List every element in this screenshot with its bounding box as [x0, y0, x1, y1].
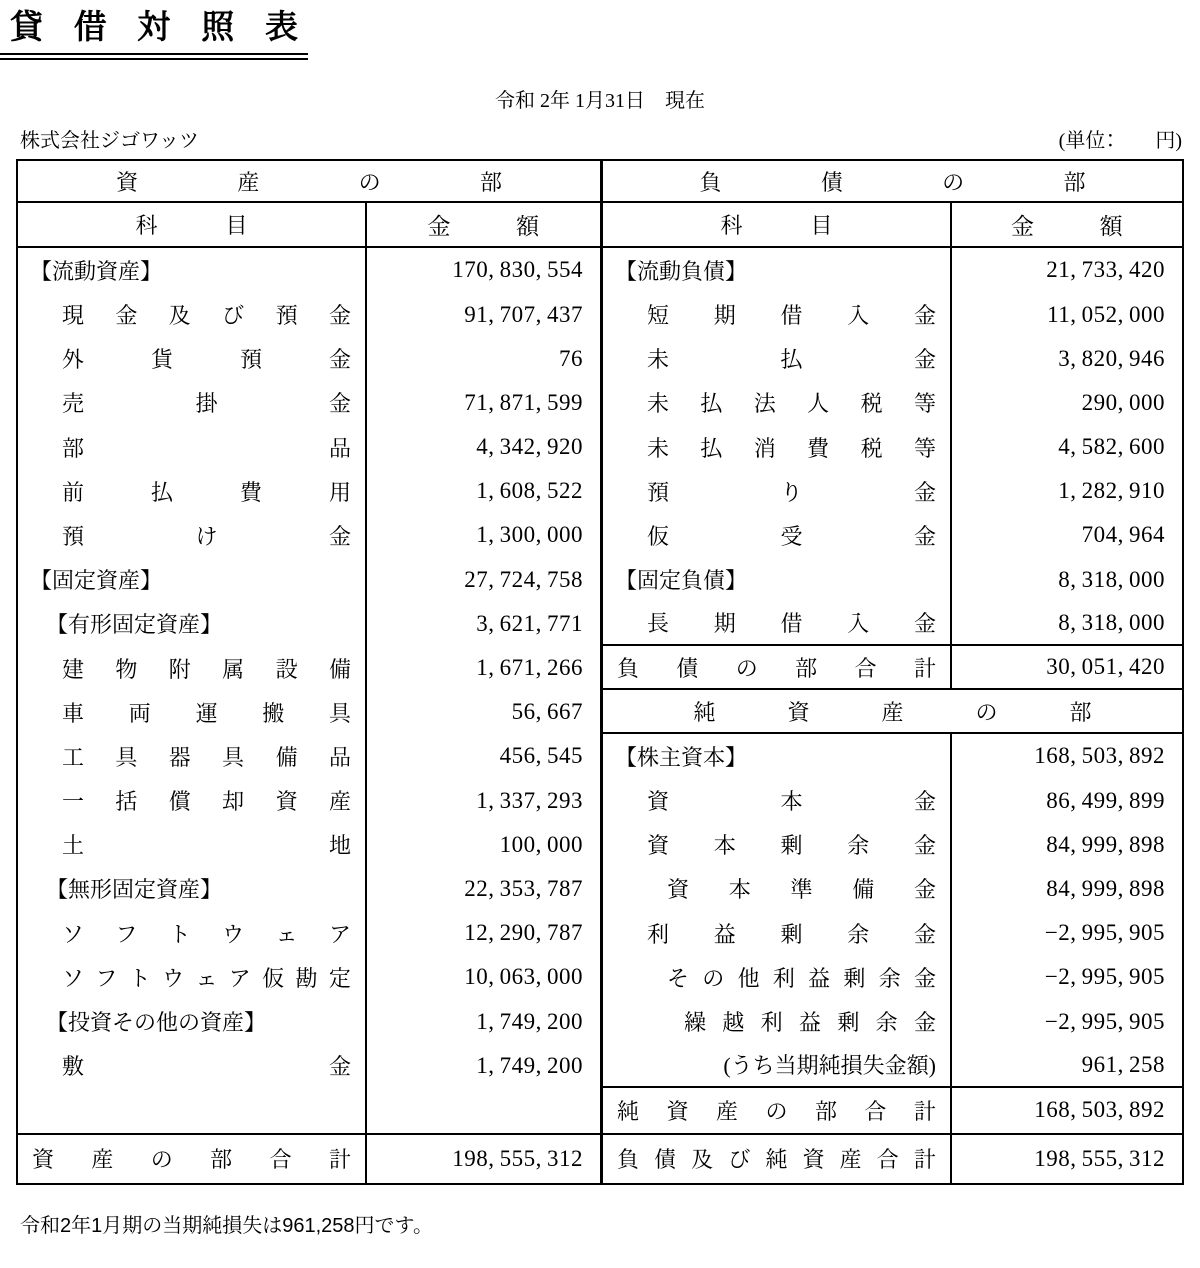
- total-value: 198, 555, 312: [365, 1135, 600, 1183]
- table-row: [18, 381, 600, 425]
- table-row: [18, 513, 600, 557]
- account-label: 未 払 法 人 税 等: [647, 391, 936, 417]
- account-label: 未 払 消 費 税 等: [647, 435, 936, 461]
- account-label: 【投資その他の資産】: [46, 1010, 267, 1036]
- account-label: 預 り 金: [647, 479, 936, 505]
- total-value: 198, 555, 312: [950, 1135, 1182, 1183]
- account-label: (うち当期純損失金額): [723, 1053, 936, 1079]
- table-row: [603, 602, 1182, 646]
- amount-value: 56, 667: [365, 690, 600, 734]
- table-row: [18, 999, 600, 1043]
- assets-column-header-row: [18, 203, 600, 248]
- account-label: 資 本 準 備 金: [667, 877, 936, 903]
- total-label: 負 債 の 部 合 計: [617, 655, 936, 681]
- net-assets-total-row: [603, 1088, 1182, 1135]
- table-row: [18, 779, 600, 823]
- amount-value: 290, 000: [950, 381, 1182, 425]
- table-row: [603, 248, 1182, 292]
- subject-column-header: 科 目: [720, 213, 833, 239]
- page-title: 貸 借 対 照 表: [0, 6, 308, 60]
- amount-value: −2, 995, 905: [950, 999, 1182, 1043]
- total-label: 純 資 産 の 部 合 計: [617, 1098, 936, 1124]
- net-assets-section-header: 純 資 産 の 部: [693, 699, 1092, 725]
- amount-value: 168, 503, 892: [950, 734, 1182, 778]
- account-label: 【流動資産】: [30, 258, 163, 284]
- amount-value: 86, 499, 899: [950, 779, 1182, 823]
- table-row: [18, 1044, 600, 1088]
- amount-value: 961, 258: [950, 1044, 1182, 1086]
- table-row: [18, 337, 600, 381]
- liabilities-column-header-row: [603, 203, 1182, 248]
- table-row: [603, 469, 1182, 513]
- table-row: [603, 999, 1182, 1043]
- total-label: 資 産 の 部 合 計: [32, 1147, 351, 1173]
- table-row: [18, 558, 600, 602]
- amount-value: 1, 749, 200: [365, 999, 600, 1043]
- grand-total-row: [603, 1135, 1182, 1183]
- assets-total-row: [18, 1135, 600, 1183]
- amount-value: 8, 318, 000: [950, 558, 1182, 602]
- report-date: 令和 2年 1月31日 現在: [495, 90, 705, 113]
- account-label: 【流動負債】: [615, 258, 748, 284]
- account-label: 外 貨 預 金: [62, 347, 351, 373]
- liabilities-section-header: 負 債 の 部: [699, 169, 1086, 195]
- table-row: [603, 337, 1182, 381]
- table-row: [603, 513, 1182, 557]
- footnote: 令和2年1月期の当期純損失は961,258円です。: [20, 1215, 433, 1238]
- table-row: [18, 955, 600, 999]
- table-row: [18, 867, 600, 911]
- account-label: 車 両 運 搬 具: [62, 700, 351, 726]
- amount-column-header: 金 額: [427, 214, 540, 240]
- table-row: [18, 734, 600, 778]
- amount-value: −2, 995, 905: [950, 955, 1182, 999]
- amount-value: 1, 749, 200: [365, 1044, 600, 1088]
- account-label: ソ フ ト ウ ェ ア 仮 勘 定: [62, 965, 351, 991]
- account-label: 【有形固定資産】: [46, 612, 223, 638]
- amount-value: 1, 337, 293: [365, 779, 600, 823]
- table-row: [18, 248, 600, 292]
- amount-value: 91, 707, 437: [365, 292, 600, 336]
- account-label: 一 括 償 却 資 産: [62, 789, 351, 815]
- spacer-row: [18, 1088, 600, 1135]
- amount-value: 71, 871, 599: [365, 381, 600, 425]
- account-label: 預 け 金: [62, 523, 351, 549]
- table-row: [603, 381, 1182, 425]
- account-label: 【固定資産】: [30, 568, 163, 594]
- amount-value: 1, 282, 910: [950, 469, 1182, 513]
- assets-section-row: [18, 161, 600, 203]
- table-row: [603, 292, 1182, 336]
- amount-value: 84, 999, 898: [950, 823, 1182, 867]
- table-row: [18, 425, 600, 469]
- table-row: [18, 602, 600, 646]
- amount-value: 456, 545: [365, 734, 600, 778]
- title-row: [0, 6, 1200, 60]
- table-row: [18, 823, 600, 867]
- table-row: [603, 911, 1182, 955]
- amount-value: 4, 342, 920: [365, 425, 600, 469]
- account-label: 【無形固定資産】: [46, 877, 223, 903]
- account-label: ソ フ ト ウ ェ ア: [62, 921, 351, 947]
- account-label: 土 地: [62, 833, 351, 859]
- table-row: [603, 558, 1182, 602]
- table-row: [18, 690, 600, 734]
- amount-value: 76: [365, 337, 600, 381]
- amount-value: 1, 608, 522: [365, 469, 600, 513]
- unit-label: (単位： 円): [1058, 130, 1182, 153]
- amount-value: 4, 582, 600: [950, 425, 1182, 469]
- account-label: 短 期 借 入 金: [647, 303, 936, 329]
- account-label: 資 本 金: [647, 789, 936, 815]
- amount-value: 704, 964: [950, 513, 1182, 557]
- account-label: 【株主資本】: [615, 744, 748, 770]
- amount-value: 100, 000: [365, 823, 600, 867]
- amount-value: 3, 820, 946: [950, 337, 1182, 381]
- amount-column-header: 金 額: [1011, 214, 1123, 240]
- table-row: [603, 1044, 1182, 1088]
- total-value: 30, 051, 420: [950, 646, 1182, 688]
- table-row: [18, 911, 600, 955]
- meta-row: [20, 124, 1182, 153]
- amount-value: 21, 733, 420: [950, 248, 1182, 292]
- table-row: [603, 734, 1182, 778]
- net-assets-section-row: [603, 690, 1182, 734]
- amount-value: 3, 621, 771: [365, 602, 600, 646]
- amount-value: −2, 995, 905: [950, 911, 1182, 955]
- amount-value: 10, 063, 000: [365, 955, 600, 999]
- amount-value: 8, 318, 000: [950, 602, 1182, 644]
- amount-value: 27, 724, 758: [365, 558, 600, 602]
- account-label: そ の 他 利 益 剰 余 金: [667, 965, 936, 991]
- subject-column-header: 科 目: [135, 213, 248, 239]
- account-label: 現 金 及 び 預 金: [62, 303, 351, 329]
- balance-sheet-table: [16, 159, 1184, 1185]
- account-label: 部 品: [62, 435, 351, 461]
- liabilities-section-row: [603, 161, 1182, 203]
- assets-column: [18, 161, 603, 1183]
- account-label: 敷 金: [62, 1054, 351, 1080]
- account-label: 工 具 器 具 備 品: [62, 744, 351, 770]
- account-label: 建 物 附 属 設 備: [62, 656, 351, 682]
- account-label: 仮 受 金: [647, 523, 936, 549]
- amount-value: 12, 290, 787: [365, 911, 600, 955]
- amount-value: 11, 052, 000: [950, 292, 1182, 336]
- company-name: 株式会社ジゴワッツ: [20, 130, 199, 153]
- account-label: 未 払 金: [647, 347, 936, 373]
- table-row: [603, 955, 1182, 999]
- table-row: [603, 823, 1182, 867]
- account-label: 長 期 借 入 金: [647, 611, 936, 637]
- liabilities-column: [603, 161, 1182, 1183]
- total-label: 負 債 及 び 純 資 産 合 計: [617, 1147, 936, 1173]
- account-label: 資 本 剰 余 金: [647, 833, 936, 859]
- account-label: 売 掛 金: [62, 391, 351, 417]
- total-value: 168, 503, 892: [950, 1088, 1182, 1133]
- table-row: [603, 867, 1182, 911]
- table-row: [18, 469, 600, 513]
- amount-value: 1, 671, 266: [365, 646, 600, 690]
- amount-value: 170, 830, 554: [365, 248, 600, 292]
- amount-value: 84, 999, 898: [950, 867, 1182, 911]
- table-row: [603, 779, 1182, 823]
- table-row: [603, 425, 1182, 469]
- account-label: 【固定負債】: [615, 568, 748, 594]
- table-row: [18, 292, 600, 336]
- amount-value: 1, 300, 000: [365, 513, 600, 557]
- amount-value: 22, 353, 787: [365, 867, 600, 911]
- account-label: 利 益 剰 余 金: [647, 921, 936, 947]
- table-row: [18, 646, 600, 690]
- account-label: 前 払 費 用: [62, 479, 351, 505]
- assets-section-header: 資 産 の 部: [116, 169, 502, 195]
- account-label: 繰 越 利 益 剰 余 金: [684, 1010, 936, 1036]
- liabilities-total-row: [603, 646, 1182, 690]
- balance-sheet-page: [0, 6, 1200, 1238]
